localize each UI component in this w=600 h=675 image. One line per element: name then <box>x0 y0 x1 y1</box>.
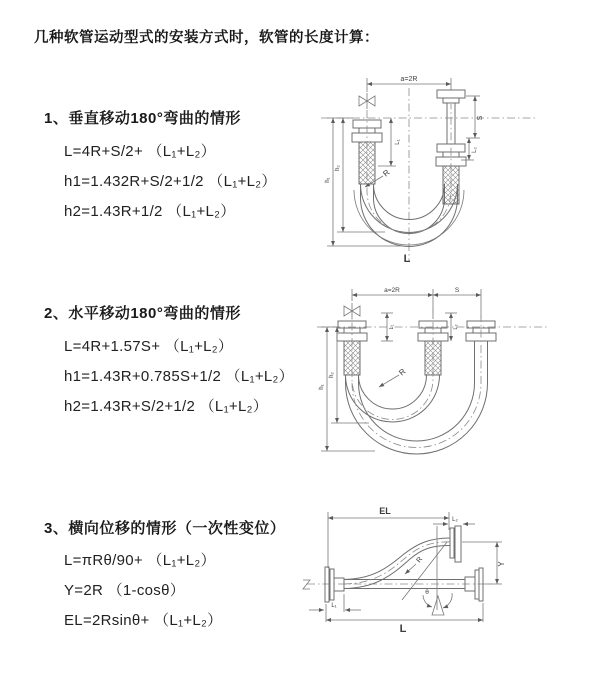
dim-l1-label: L₁ <box>389 324 395 330</box>
dim-l-label: L <box>399 623 407 635</box>
section3-heading: 3、横向位移的情形（一次性变位） <box>44 520 286 537</box>
valve-icon <box>359 93 375 109</box>
section2-heading: 2、水平移动180°弯曲的情形 <box>44 305 241 322</box>
diagram-vertical-180-bend <box>303 70 600 268</box>
dim-h1-label: h₁ <box>319 384 325 390</box>
dim-l2-label: L₂ <box>452 517 458 523</box>
angle-theta-label: θ <box>425 589 429 596</box>
radius-label: R <box>415 555 425 565</box>
dim-h2-label: h₂ <box>329 372 335 378</box>
hose-u-bends <box>346 307 488 454</box>
radius-leader <box>379 375 399 387</box>
section3-formula-Y: Y=2R （1-cosθ） <box>64 582 186 599</box>
dim-a2r-label: a=2R <box>384 287 400 294</box>
upper-flange <box>450 526 461 562</box>
diagram-lateral-displacement <box>297 498 600 648</box>
dim-l2-label: L₂ <box>453 324 459 330</box>
dim-s-label: S <box>477 115 484 121</box>
section3-formula-L: L=πRθ/90+ （L₁+L₂） <box>64 552 216 569</box>
angle-construction <box>402 526 452 615</box>
section3-formula-EL: EL=2Rsinθ+ （L₁+L₂） <box>64 612 223 629</box>
radius-label: R <box>381 167 392 179</box>
dim-y-label: Y <box>497 561 506 567</box>
section2-formula-L: L=4R+1.57S+ （L₁+L₂） <box>64 338 234 355</box>
dim-h2-label: h₂ <box>335 165 341 171</box>
dim-l1-label: L₁ <box>331 603 337 609</box>
dim-s-label: S <box>454 287 460 294</box>
dim-a2r-label: a=2R <box>400 76 418 83</box>
section1-formula-h1: h1=1.432R+S/2+1/2 （L₁+L₂） <box>64 173 277 190</box>
section1-formula-L: L=4R+S/2+ （L₁+L₂） <box>64 143 216 160</box>
section1-formula-h2: h2=1.43R+1/2 （L₁+L₂） <box>64 203 236 220</box>
radius-label: R <box>397 366 408 378</box>
section2-formula-h1: h1=1.43R+0.785S+1/2 （L₁+L₂） <box>64 368 294 385</box>
page-title: 几种软管运动型式的安装方式时，软管的长度计算： <box>34 30 379 46</box>
dim-h1-label: h₁ <box>325 177 331 183</box>
section1-heading: 1、垂直移动180°弯曲的情形 <box>44 110 241 127</box>
dim-l-label: L <box>403 253 411 265</box>
radius-leader <box>405 564 416 574</box>
section2-formula-h2: h2=1.43R+S/2+1/2 （L₁+L₂） <box>64 398 269 415</box>
hose-s-curve <box>344 538 450 589</box>
right-flange <box>465 568 483 601</box>
dim-l1-label: L₁ <box>395 139 401 145</box>
dim-l2-label: L₂ <box>472 147 478 153</box>
dim-el-label: EL <box>379 506 391 516</box>
left-flange <box>325 567 344 602</box>
centerline-break-mark <box>303 580 310 589</box>
diagram-horizontal-180-bend <box>303 283 600 461</box>
